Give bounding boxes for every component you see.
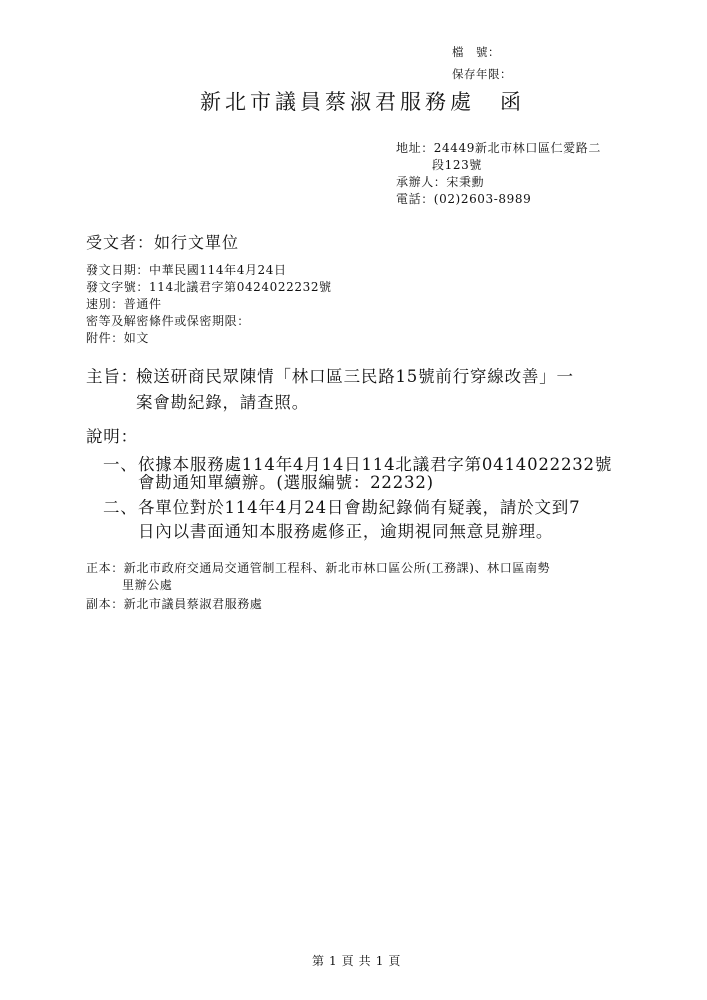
document-title: 新北市議員蔡淑君服務處 函 (200, 90, 525, 114)
issue-number: 發文字號：114北議君字第0424022232號 (86, 280, 332, 294)
subject-line2: 案會勘紀錄，請查照。 (136, 393, 309, 412)
sender-phone: 電話：(02)2603-8989 (396, 192, 532, 206)
delivery-speed: 速別：普通件 (86, 297, 162, 311)
explanation-item-line1: 各單位對於114年4月24日會勘紀錄倘有疑義，請於文到7 (138, 498, 581, 517)
explanation-item-line2: 會勘通知單續辦。(選服編號：22232) (138, 473, 434, 492)
recipient: 受文者：如行文單位 (86, 233, 240, 252)
main-recipients-line2: 里辦公處 (122, 578, 173, 592)
main-recipients-line1: 正本：新北市政府交通局交通管制工程科、新北市林口區公所(工務課)、林口區南勢 (86, 561, 551, 575)
issue-date: 發文日期：中華民國114年4月24日 (86, 263, 287, 277)
explanation-item-number: 二、 (103, 498, 138, 517)
subject-line1: 檢送研商民眾陳情「林口區三民路15號前行穿線改善」一 (136, 367, 574, 386)
file-number-label: 檔 號： (452, 45, 500, 59)
explanation-label: 說明： (86, 427, 138, 446)
retention-period-label: 保存年限： (452, 67, 512, 81)
explanation-item-number: 一、 (103, 455, 138, 474)
copy-recipients: 副本：新北市議員蔡淑君服務處 (86, 597, 263, 611)
explanation-item-line2: 日內以書面通知本服務處修正，逾期視同無意見辦理。 (138, 522, 554, 541)
subject-label: 主旨： (86, 367, 138, 386)
attachment: 附件：如文 (86, 331, 150, 345)
sender-contact: 承辦人：宋秉勳 (396, 175, 485, 189)
security-level: 密等及解密條件或保密期限： (86, 314, 250, 328)
sender-address-line2: 段123號 (432, 158, 482, 172)
sender-address-line1: 地址：24449新北市林口區仁愛路二 (396, 141, 601, 155)
page-number: 第 1 頁 共 1 頁 (312, 954, 401, 968)
explanation-item-line1: 依據本服務處114年4月14日114北議君字第0414022232號 (138, 455, 613, 474)
